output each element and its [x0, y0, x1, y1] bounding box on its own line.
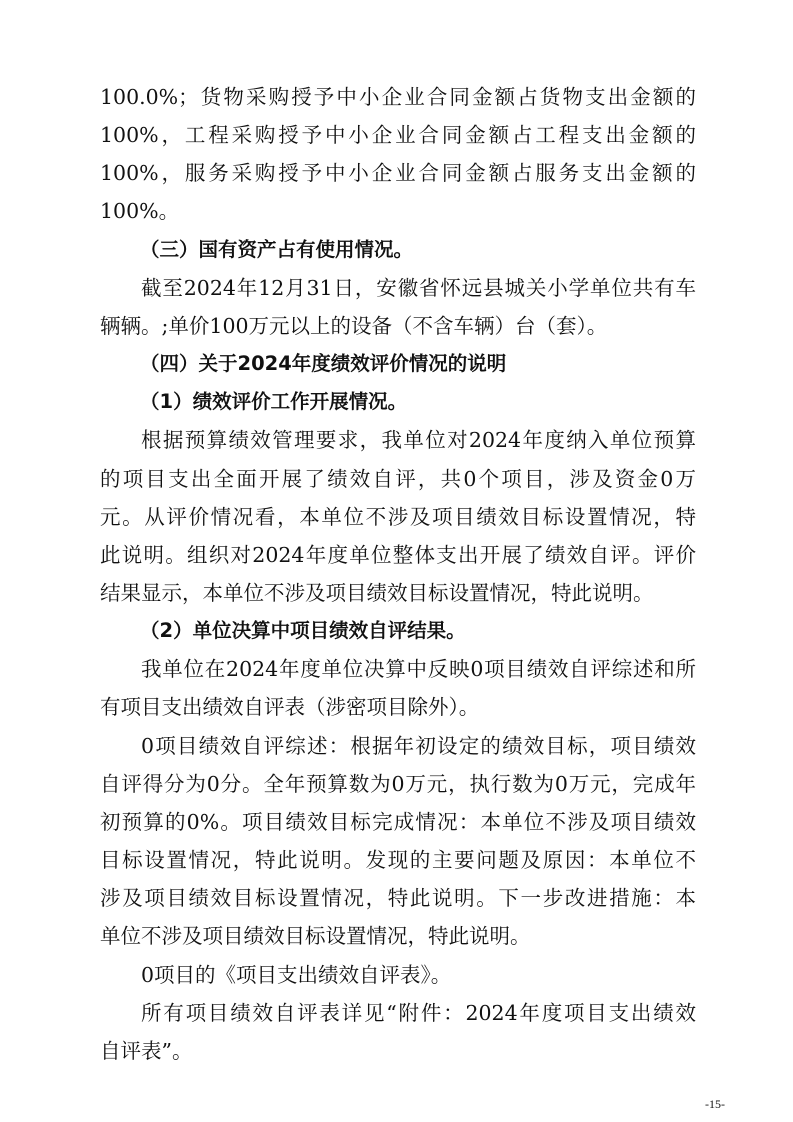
text-line: 涉及项目绩效目标设置情况，特此说明。下一步改进措施：本	[100, 886, 696, 911]
text-line: 100.0%；货物采购授予中小企业合同金额占货物支出金额的	[100, 85, 696, 109]
section-heading: （四）关于2024年度绩效评价情况的说明	[140, 352, 507, 376]
text-line: 的项目支出全面开展了绩效自评，共0个项目，涉及资金0万	[100, 466, 696, 491]
text-line: 100%，工程采购授予中小企业合同金额占工程支出金额的	[100, 123, 696, 148]
text-line: 我单位在2024年度单位决算中反映0项目绩效自评综述和所	[141, 657, 696, 682]
text-line: 截至2024年12月31日，安徽省怀远县城关小学单位共有车	[141, 275, 696, 300]
text-line: 所有项目绩效自评表详见“附件：2024年度项目支出绩效	[141, 1000, 696, 1025]
text-line: 100%，服务采购授予中小企业合同金额占服务支出金额的	[100, 161, 696, 186]
text-line: 单位不涉及项目绩效目标设置情况，特此说明。	[100, 924, 531, 949]
text-line: 辆辆。;单价100万元以上的设备（不含车辆）台（套）。	[100, 313, 608, 338]
text-line: 元。从评价情况看，本单位不涉及项目绩效目标设置情况，特	[100, 504, 696, 529]
text-line: 自评表”。	[100, 1038, 193, 1063]
text-line: 此说明。组织对2024年度单位整体支出开展了绩效自评。评价	[100, 542, 696, 567]
text-line: 100%。	[100, 199, 180, 224]
subsection-heading: （1）绩效评价工作开展情况。	[140, 390, 408, 414]
text-line: 0项目绩效自评综述：根据年初设定的绩效目标，项目绩效	[141, 733, 696, 758]
text-line: 初预算的0%。项目绩效目标完成情况：本单位不涉及项目绩效	[100, 809, 696, 834]
text-line: 0项目的《项目支出绩效自评表》。	[141, 962, 452, 987]
subsection-heading: （2）单位决算中项目绩效自评结果。	[140, 619, 466, 643]
text-line: 有项目支出绩效自评表（涉密项目除外）。	[100, 695, 480, 720]
text-line: 目标设置情况，特此说明。发现的主要问题及原因：本单位不	[100, 848, 696, 873]
text-line: 根据预算绩效管理要求，我单位对2024年度纳入单位预算	[141, 428, 696, 453]
page-number: -15-	[705, 1097, 725, 1111]
text-line: 结果显示，本单位不涉及项目绩效目标设置情况，特此说明。	[100, 581, 654, 605]
section-heading: （三）国有资产占有使用情况。	[140, 237, 414, 261]
text-line: 自评得分为0分。全年预算数为0万元，执行数为0万元，完成年	[100, 771, 696, 796]
